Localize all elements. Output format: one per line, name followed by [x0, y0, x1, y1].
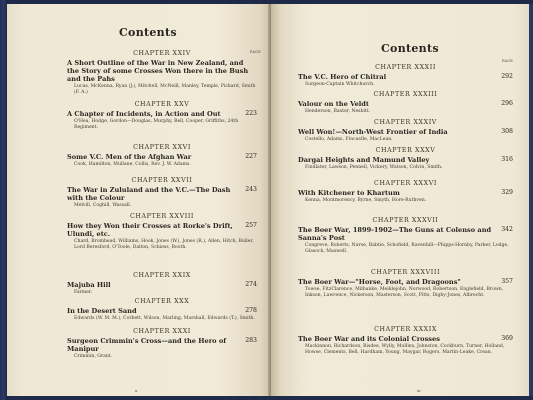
page-number: 316	[501, 156, 513, 163]
chapter-title-row	[298, 189, 513, 197]
toc-entry	[298, 147, 513, 171]
recipient-names: Towse, FitzClarence, Milbanke, Meiklejohn, Norwood, Robertson, Englefield, Brown, Inkson, Lawrence, Nickerson, Masterson, Scott, Pitts, Digby-Jones, Albrecht.	[305, 287, 504, 298]
chapter-title-row	[67, 307, 257, 315]
chapter-number: CHAPTER XXV	[134, 101, 190, 108]
recipient-names: Edwards (W. M. M.), Corbett, Wilson, Marling, Marshall, Edwards (T.), Smith.	[74, 316, 255, 321]
toc-entry	[67, 50, 257, 95]
recipient-names: Congreve, Roberts, Nurse, Babtie, Schofield, Ravenhill—Phipps-Hornby, Parker, Lodge, Glasock, Maxwell.	[305, 243, 509, 254]
chapter-number: CHAPTER XXXV	[375, 147, 436, 154]
chapter-title-row	[298, 335, 513, 343]
right-page	[271, 4, 529, 396]
chapter-title: Well Won!—North-West Frontier of India	[298, 128, 448, 136]
recipient-names: Chard, Bromhead, Williams, Hook, Jones (W.), Jones (R.), Allen, Hitch, Buller, Lord Beresford, O'Toole, Dalton, Schiess, Booth.	[74, 239, 254, 250]
chapter-title: The Boer War, 1899-1902—The Guns at Colenso and Sanna's Post	[298, 226, 492, 242]
toc-entry	[298, 180, 513, 204]
chapter-number: CHAPTER XXVI	[133, 144, 191, 151]
toc-entry	[298, 119, 513, 143]
chapter-number: CHAPTER XXX	[134, 298, 190, 305]
page-number: 292	[501, 73, 513, 80]
chapter-title: Some V.C. Men of the Afghan War	[67, 153, 192, 161]
chapter-title-row	[67, 281, 257, 289]
chapter-number: CHAPTER XXXVI	[374, 180, 437, 187]
toc-entry	[67, 328, 257, 360]
recipient-names: Melvill, Coghill, Wassall.	[74, 203, 132, 208]
chapter-title-row	[67, 222, 257, 238]
toc-entry	[67, 177, 257, 209]
chapter-number: CHAPTER XXIV	[133, 50, 191, 57]
chapter-title: The War in Zululand and the V.C.—The Dash with the Colour	[67, 186, 231, 202]
toc-entry	[67, 101, 257, 130]
folio-number: x	[135, 388, 138, 393]
recipient-names: O'Hea, Hodge, Gordon—Douglas, Murphy, Bell, Cooper, Griffiths, 24th Regiment.	[74, 119, 239, 130]
chapter-title-row	[298, 73, 513, 81]
chapter-title-row	[298, 226, 513, 242]
toc-entry	[67, 298, 257, 322]
chapter-title-row	[298, 100, 513, 108]
chapter-number: CHAPTER XXXIX	[374, 326, 437, 333]
toc-entry	[298, 64, 513, 88]
toc-entry	[67, 272, 257, 296]
chapter-number: CHAPTER XXXI	[133, 328, 191, 335]
chapter-title: Dargai Heights and Mamund Valley	[298, 156, 430, 164]
page-number: 296	[501, 100, 513, 107]
page-number: 308	[501, 128, 513, 135]
toc-entry	[298, 326, 513, 355]
page-number: 357	[501, 278, 513, 285]
recipient-names: Farmer.	[74, 290, 93, 295]
chapter-title: Valour on the Veldt	[298, 100, 369, 108]
chapter-title: Majuba Hill	[67, 281, 111, 289]
folio-number: xi	[417, 388, 421, 393]
page-number: 257	[245, 222, 257, 229]
recipient-names: Surgeon-Captain Whitchurch.	[305, 82, 375, 87]
page-number: 227	[245, 153, 257, 160]
page-number: 278	[245, 307, 257, 314]
page-number: 243	[245, 186, 257, 193]
chapter-title: A Chapter of Incidents, in Action and Out	[67, 110, 221, 118]
left-page	[7, 4, 271, 396]
page-number: 223	[245, 110, 257, 117]
page-number: 329	[501, 189, 513, 196]
recipient-names: Findlater, Lawson, Pennell, Vickery, Watson, Colvin, Smith.	[305, 165, 443, 170]
chapter-title-row	[67, 186, 257, 202]
recipient-names: Kenna, Montmorency, Byrne, Smyth, Hore-Ruthven.	[305, 198, 427, 203]
chapter-title-row	[298, 156, 513, 164]
toc-entry	[67, 213, 257, 250]
page-number: 342	[501, 226, 513, 233]
chapter-number: CHAPTER XXXVII	[372, 217, 439, 224]
chapter-title-row	[298, 128, 513, 136]
page-column-label: PAGE	[250, 50, 262, 54]
recipient-names: Lucas, McKenna, Ryan (J.), Mitchell, McNeill, Manley, Temple, Pickard, Smith (F. A.)	[74, 84, 256, 95]
recipient-names: Mackinnon, Richardson, Bisdee, Wylly, Mullins, Johnston, Cockburn, Turner, Holland, Howse, Clements, Bell, Hardham, Young, Maygar, Rogers, Martin-Leake, Crean.	[305, 344, 505, 355]
chapter-title: The V.C. Hero of Chitral	[298, 73, 387, 81]
toc-entry	[67, 144, 257, 168]
chapter-number: CHAPTER XXXII	[375, 64, 436, 71]
chapter-title: With Kitchener to Khartum	[298, 189, 400, 197]
chapter-title: In the Desert Sand	[67, 307, 137, 315]
chapter-number: CHAPTER XXXIII	[373, 91, 438, 98]
chapter-number: CHAPTER XXVII	[131, 177, 193, 184]
chapter-title-row	[67, 153, 257, 161]
book-cover-edge	[529, 4, 533, 396]
chapter-title: Surgeon Crimmin's Cross—and the Hero of Manipur	[67, 337, 227, 353]
page-title: Contents	[119, 26, 177, 39]
chapter-title: The Boer War—"Horse, Foot, and Dragoons"	[298, 278, 461, 286]
recipient-names: Henderson, Baxter, Nesbitt.	[305, 109, 371, 114]
chapter-title-row	[298, 278, 513, 286]
page-number: 283	[245, 337, 257, 344]
page-title: Contents	[381, 42, 439, 55]
toc-entry	[298, 269, 513, 298]
page-column-label: PAGE	[502, 59, 514, 63]
chapter-number: CHAPTER XXXIV	[374, 119, 437, 126]
chapter-title-row	[67, 337, 257, 353]
page-number: 369	[501, 335, 513, 342]
chapter-title: The Boer War and its Colonial Crosses	[298, 335, 440, 343]
chapter-number: CHAPTER XXIX	[133, 272, 191, 279]
chapter-number: CHAPTER XXXVIII	[370, 269, 441, 276]
chapter-title: A Short Outline of the War in New Zealand, and the Story of some Crosses Won there in the Bush and the Pahs	[67, 59, 249, 83]
toc-entry	[298, 217, 513, 254]
chapter-title-row	[67, 110, 257, 118]
recipient-names: Costello, Adams, Fincastle, MacLean.	[305, 137, 393, 142]
chapter-title-row	[67, 59, 257, 83]
toc-entry	[298, 91, 513, 115]
chapter-title: How they Won their Crosses at Rorke's Drift, Ulundi, etc.	[67, 222, 233, 238]
page-number: 274	[245, 281, 257, 288]
recipient-names: Cook, Hamilton, Mullane, Collis, Rev. J. W. Adams.	[74, 162, 191, 167]
recipient-names: Crimmin, Grant.	[74, 354, 113, 359]
chapter-number: CHAPTER XXVIII	[129, 213, 194, 220]
